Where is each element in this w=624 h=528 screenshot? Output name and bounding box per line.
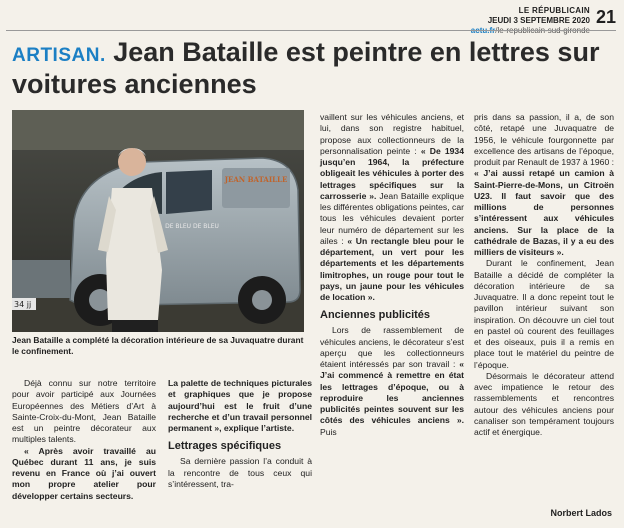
headline <box>12 38 612 99</box>
col1-paragraph-2: « Après avoir travaillé au Québec durant 11 ans, je suis revenu en France où j’ai ouvert mon propre atelier pour développer certains secteurs. <box>12 445 156 501</box>
col3-text-3: Lors de rassemblement de véhicules anciens, le décorateur s’est aperçu que les collectionneurs étaient intéressés par son travail : <box>320 325 464 369</box>
publication-name: LE RÉPUBLICAIN <box>518 6 590 15</box>
article-column-3 <box>320 112 464 438</box>
col4-quote-1: « J’ai aussi retapé un camion à Saint-Pierre-de-Mons, un Citroën U23. Il faut savoir que des millions de personnes s’intéressent aux véhicules anciens. Sur la place de la cathédrale de Bazas, il y a eu des milliers de visiteurs ». <box>474 168 614 257</box>
col4-paragraph-3: Désormais le décorateur attend avec impatience le retour des rassemblements et rencontres autour des véhicules anciens pour canaliser son tempérament toujours actif et énergique. <box>474 370 614 437</box>
author-signature: Norbert Lados <box>550 508 612 518</box>
col3-quote-1: « De 1934 jusqu’en 1964, la préfecture obligeait les véhicules à porter des lettrages spécifiques sur la carrosserie ». <box>320 145 464 201</box>
col3-text-2: Jean Bataille explique les différentes obligations peintes, car tous les véhicules devaient porter leur numéro de département sur les ailes : <box>320 190 465 246</box>
col3-paragraph-1 <box>320 112 464 303</box>
publication-url <box>471 26 590 36</box>
col1-paragraph-1: Déjà connu sur notre territoire pour avoir participé aux Journées Européennes des Métiers d’Art à Sainte-Croix-du-Mont, Jean Bataille est un peintre décorateur aux multiples talents. <box>12 378 156 445</box>
header-divider <box>6 30 616 31</box>
headline-kicker: ARTISAN. <box>12 45 106 66</box>
photo-van-with-painter <box>12 110 304 332</box>
article-column-4 <box>474 112 614 438</box>
col3-quote-3: « J’ai commencé à remettre en état les lettrages d’époque, ou à reproduire les anciennes publicités peintes souvent sur les côtés des véhicules anciens ». <box>320 359 464 426</box>
col3-text-4: Puis <box>320 426 337 437</box>
col3-paragraph-2 <box>320 325 464 438</box>
col4-text-1: pris dans sa passion, il a, de son côté, retapé une Juvaquatre de 1956, le véhicule fourgonnette par excellence des artisans de l’époque, produit par Renault de 1937 à 1960 : <box>474 112 614 167</box>
col3-quote-2: « Un rectangle bleu pour le département, un vert pour les départements et les départements limitrophes, un rouge pour tout le pays, un jaune pour les véhicules de location ». <box>320 235 465 302</box>
page-header <box>471 6 616 36</box>
headline-title: Jean Bataille est peintre en lettres sur voitures anciennes <box>12 37 600 99</box>
col2-subheading: Lettrages spécifiques <box>168 440 282 453</box>
photo-caption: Jean Bataille a complété la décoration intérieure de sa Juvaquatre durant le confinement. <box>12 335 304 356</box>
col3-subheading: Anciennes publicités <box>320 309 431 322</box>
van-lettering-sub: DE BLEU DE BLEU <box>165 223 219 230</box>
col2-paragraph-2: Sa dernière passion l’a conduit à la rencontre de tous ceux qui s’intéressent, tra- <box>168 456 312 489</box>
header-meta <box>471 6 590 36</box>
col4-paragraph-1 <box>474 112 614 258</box>
license-plate: 34 jj <box>14 300 32 309</box>
publication-date: JEUDI 3 SEPTEMBRE 2020 <box>487 16 590 25</box>
col2-paragraph-1: La palette de techniques picturales et graphiques que je propose aujourd’hui est le fruit d’une recherche et d’un travail personnel permanent », explique l’artiste. <box>168 378 312 433</box>
page-number: 21 <box>595 7 616 27</box>
article-photo <box>12 110 304 332</box>
col3-text-1: vaillent sur les véhicules anciens, et lui, dans son registre habituel, propose aux collectionneurs de la personnalisation peinte : <box>320 112 464 156</box>
article-column-2 <box>168 378 312 490</box>
col4-paragraph-2: Durant le confinement, Jean Bataille a décidé de compléter la décoration intérieure de sa Juvaquatre. Il a donc repeint tout le pavillon intérieur suivant son inspiration. On découvre un ciel tout en pastel où courent des feuillages et des oiseaux, puis il a remis en place tout le matériel du peintre de l’époque. <box>474 258 614 370</box>
van-lettering-name: JEAN BATAILLE <box>224 175 288 184</box>
article-column-1 <box>12 378 156 502</box>
